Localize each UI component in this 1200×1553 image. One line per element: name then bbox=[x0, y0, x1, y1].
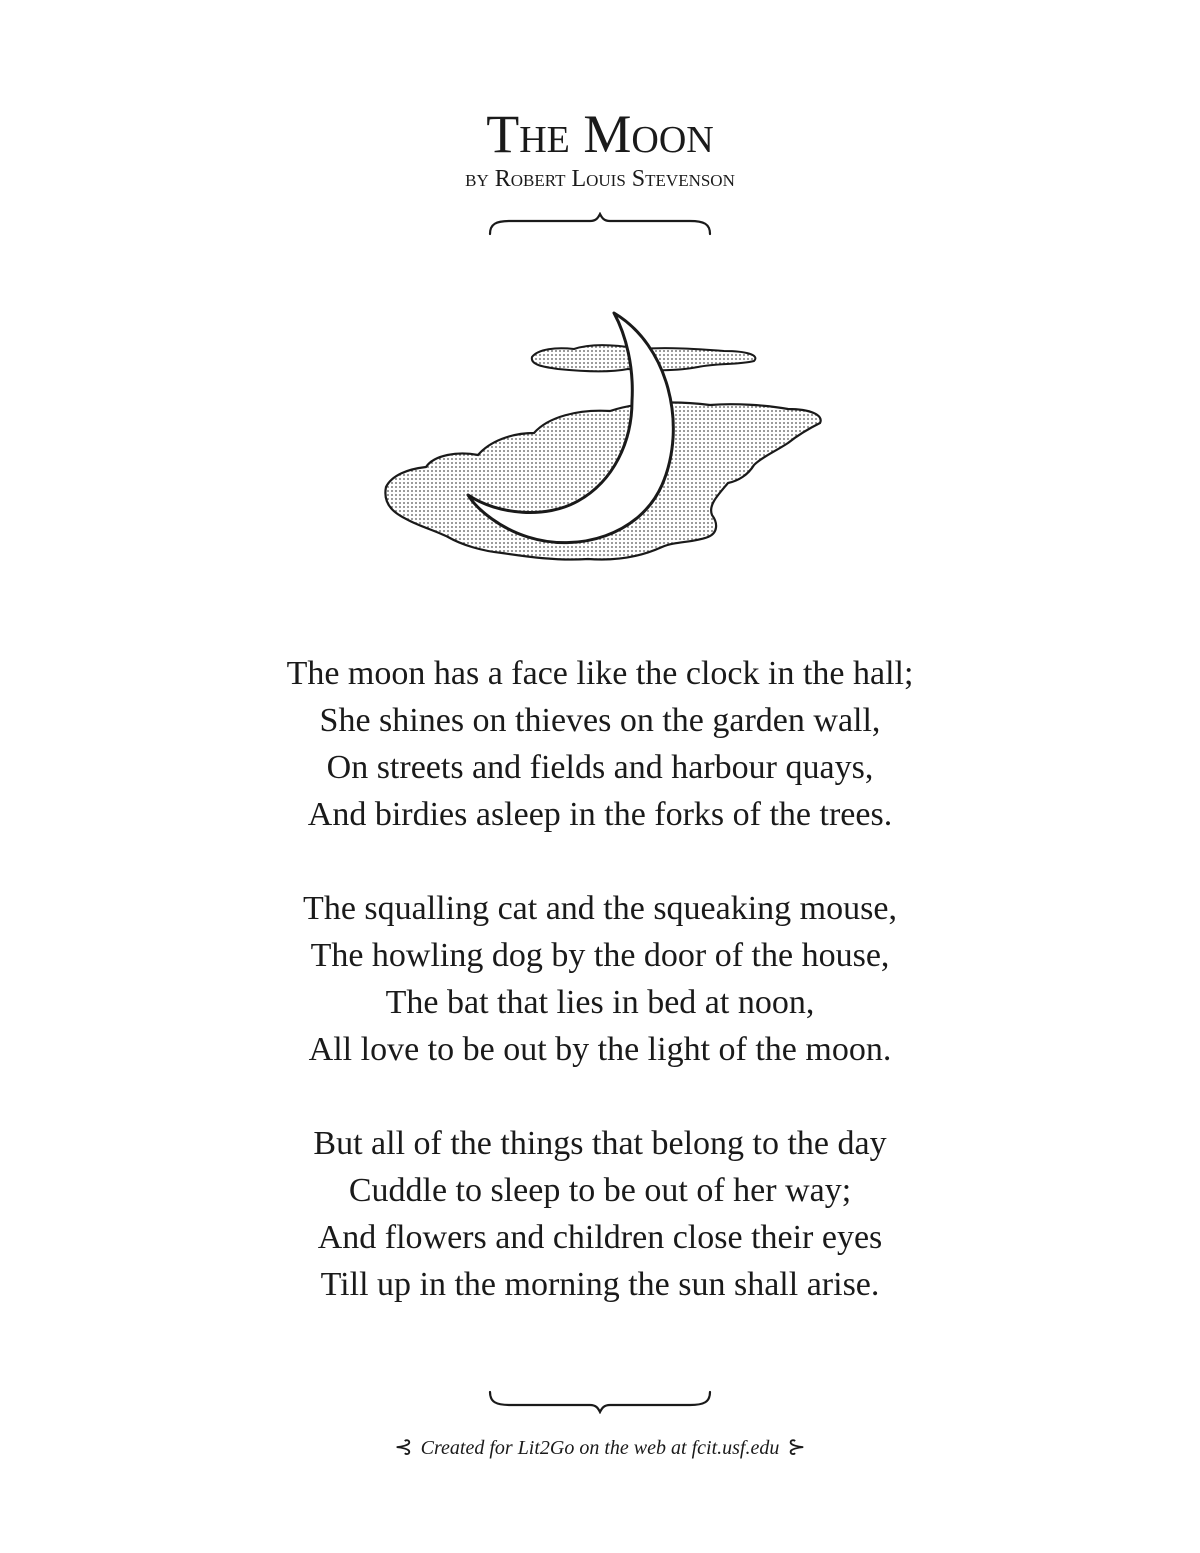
poem-title: The Moon bbox=[486, 104, 714, 164]
poem-line: The howling dog by the door of the house, bbox=[310, 937, 890, 974]
poem-line: Till up in the morning the sun shall arise. bbox=[320, 1266, 880, 1303]
poem-body bbox=[0, 650, 1200, 1355]
poem-line: And birdies asleep in the forks of the trees. bbox=[307, 796, 893, 833]
poem-line: On streets and fields and harbour quays, bbox=[326, 749, 874, 786]
stanza-1 bbox=[0, 650, 1200, 838]
poem-line: The bat that lies in bed at noon, bbox=[385, 984, 815, 1021]
poem-line: She shines on thieves on the garden wall, bbox=[319, 702, 881, 739]
poem-line: All love to be out by the light of the moon. bbox=[308, 1031, 892, 1068]
footer-credit bbox=[0, 1432, 1200, 1463]
poem-line: And flowers and children close their eyes bbox=[317, 1219, 883, 1256]
stanza-3 bbox=[0, 1120, 1200, 1308]
footer-text: Created for Lit2Go on the web at fcit.usf.edu bbox=[420, 1437, 780, 1459]
flourish-divider-bottom-icon bbox=[486, 1390, 714, 1414]
poem-line: But all of the things that belong to the day bbox=[313, 1125, 887, 1162]
flourish-divider-top-icon bbox=[486, 212, 714, 236]
crescent-moon-with-clouds-icon bbox=[378, 305, 830, 570]
poem-line: The squalling cat and the squeaking mouse, bbox=[303, 890, 897, 927]
poem-line: The moon has a face like the clock in the hall; bbox=[286, 655, 914, 692]
poem-byline: by Robert Louis Stevenson bbox=[465, 166, 735, 192]
left-ornament-icon: ⊰ bbox=[394, 1434, 413, 1459]
stanza-2 bbox=[0, 885, 1200, 1073]
poem-line: Cuddle to sleep to be out of her way; bbox=[348, 1172, 852, 1209]
right-ornament-icon: ⊱ bbox=[787, 1434, 806, 1459]
